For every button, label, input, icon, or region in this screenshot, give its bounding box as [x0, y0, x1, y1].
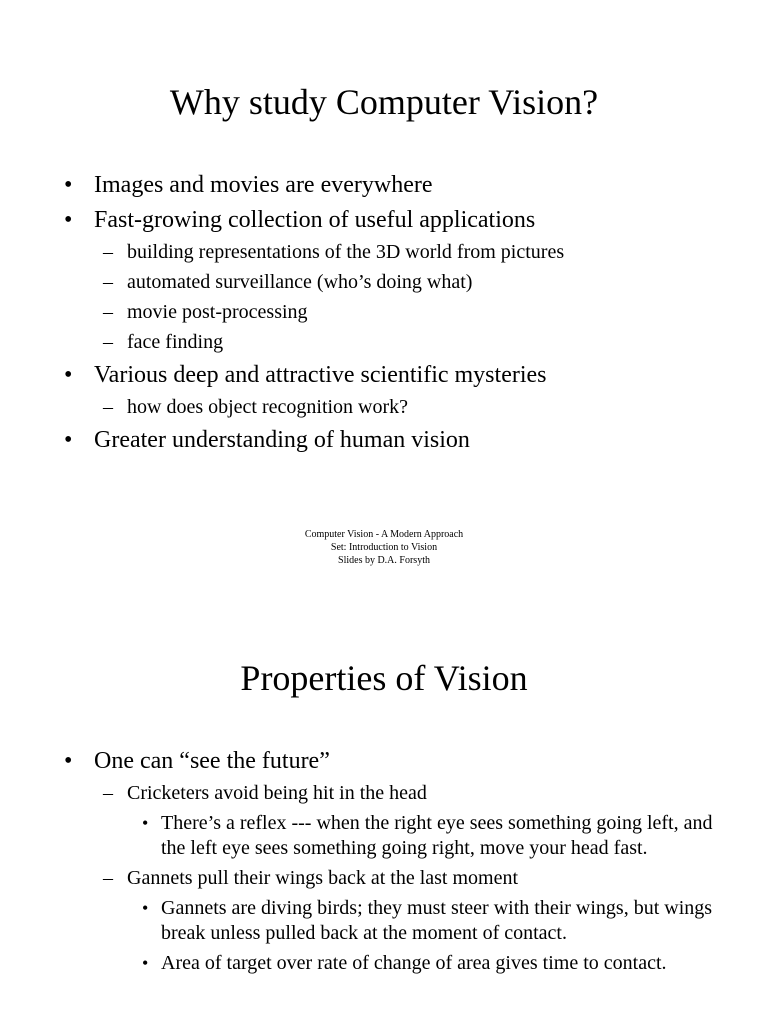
dash-icon: – — [103, 331, 113, 353]
sub-bullet-text: face finding — [127, 331, 224, 353]
bullet-item — [0, 360, 768, 390]
slide-footer — [0, 528, 768, 567]
dash-icon: – — [103, 782, 113, 804]
bullet-text: Greater understanding of human vision — [94, 427, 470, 453]
sub-sub-bullet-item — [0, 896, 721, 946]
dash-icon: – — [103, 301, 113, 323]
sub-bullet-text: Cricketers avoid being hit in the head — [127, 782, 427, 804]
slide-title: Properties of Vision — [240, 658, 528, 698]
bullet-icon: • — [142, 898, 149, 918]
bullet-icon: • — [64, 172, 73, 198]
bullet-list — [0, 170, 768, 455]
bullet-text: Images and movies are everywhere — [94, 172, 433, 198]
bullet-icon: • — [64, 207, 73, 233]
bullet-icon: • — [64, 748, 73, 774]
bullet-icon: • — [142, 953, 149, 973]
sub-bullet-item — [0, 394, 768, 420]
footer-line-author: Slides by D.A. Forsyth — [338, 555, 430, 566]
bullet-item — [0, 425, 768, 455]
sub-sub-bullet-text: Area of target over rate of change of area gives time to contact. — [161, 952, 667, 974]
bullet-text: Various deep and attractive scientific mysteries — [94, 362, 547, 388]
bullet-list — [0, 746, 768, 976]
bullet-icon: • — [64, 362, 73, 388]
bullet-item — [0, 170, 768, 200]
sub-bullet-item — [0, 780, 768, 806]
dash-icon: – — [103, 867, 113, 889]
sub-bullet-text: automated surveillance (who’s doing what) — [127, 271, 473, 293]
bullet-text: One can “see the future” — [94, 748, 330, 774]
bullet-item — [0, 205, 768, 235]
sub-sub-bullet-text: Gannets are diving birds; they must steer with their wings, but wings break unless pulled back at the moment of contact. — [161, 897, 713, 944]
slide-title: Why study Computer Vision? — [169, 82, 599, 122]
sub-bullet-text: how does object recognition work? — [127, 396, 409, 418]
sub-bullet-text: building representations of the 3D world from pictures — [127, 241, 565, 263]
sub-bullet-item — [0, 299, 768, 325]
slide-properties-of-vision — [0, 600, 768, 1024]
dash-icon: – — [103, 396, 113, 418]
sub-bullet-item — [0, 865, 768, 891]
sub-sub-bullet-item — [0, 811, 721, 861]
sub-bullet-text: Gannets pull their wings back at the last moment — [127, 867, 519, 889]
footer-line-book: Computer Vision - A Modern Approach — [304, 529, 464, 540]
sub-bullet-item — [0, 329, 768, 355]
sub-bullet-text: movie post-processing — [127, 301, 308, 323]
dash-icon: – — [103, 241, 113, 263]
bullet-text: Fast-growing collection of useful applications — [94, 207, 536, 233]
bullet-icon: • — [64, 427, 73, 453]
footer-line-set: Set: Introduction to Vision — [330, 542, 438, 553]
dash-icon: – — [103, 271, 113, 293]
sub-bullet-item — [0, 269, 768, 295]
bullet-item — [0, 746, 768, 776]
sub-bullet-item — [0, 239, 768, 265]
sub-sub-bullet-text: There’s a reflex --- when the right eye sees something going left, and the left eye sees something going right, move your head fast. — [161, 812, 713, 859]
bullet-icon: • — [142, 813, 149, 833]
sub-sub-bullet-item — [0, 951, 721, 976]
